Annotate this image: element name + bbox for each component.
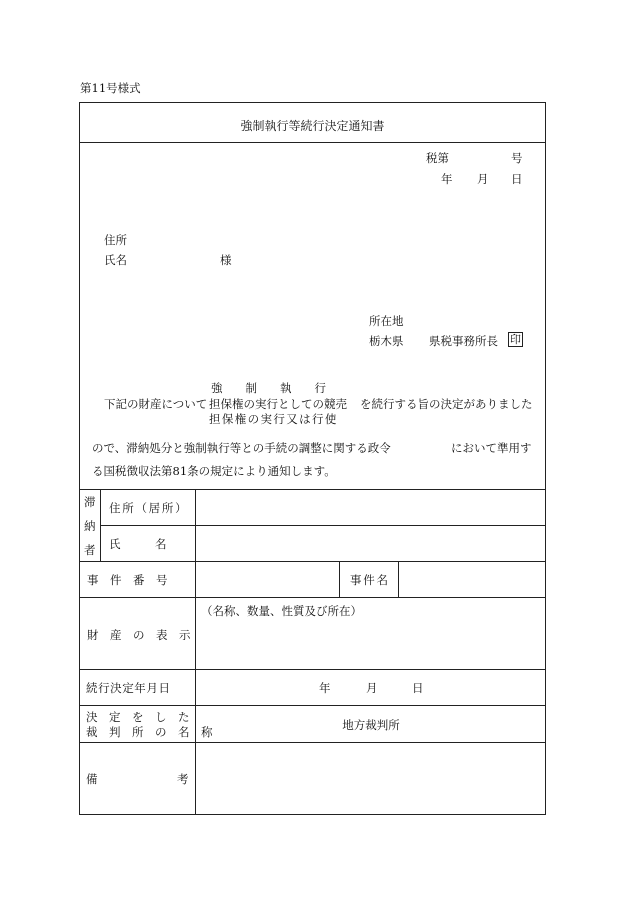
case-name-label: 事件名 <box>350 573 390 587</box>
body-line2-a: ので、滞納処分と強制執行等との手続の調整に関する政令 <box>92 441 391 455</box>
sender-prefecture: 栃木県 <box>369 334 404 348</box>
decision-date-label: 続行決定年月日 <box>86 681 171 695</box>
body-suffix: を続行する旨の決定がありました <box>360 397 533 411</box>
option-security-right: 担保権の実行又は行使 <box>209 412 338 426</box>
court-row-bottom-line <box>79 742 546 743</box>
date-row-bottom-line <box>79 705 546 706</box>
sender-location-label: 所在地 <box>369 314 404 328</box>
case-name-right-divider <box>398 561 399 598</box>
delinquent-label-char-1: 滞 <box>84 495 96 509</box>
option-compulsory-execution: 強 制 執 行 <box>211 381 326 395</box>
case-row-bottom-line <box>79 597 546 598</box>
doc-number-suffix: 号 <box>511 151 523 165</box>
date-day: 日 <box>511 172 523 186</box>
doc-number-prefix: 税第 <box>426 151 449 165</box>
case-number-label: 事 件 番 号 <box>87 573 168 587</box>
recipient-address-label: 住所 <box>104 233 127 247</box>
remarks-label-char-1: 備 <box>86 772 98 786</box>
court-value: 地方裁判所 <box>342 718 400 732</box>
form-number: 第11号様式 <box>80 81 141 95</box>
delinquent-bottom-line <box>79 561 546 562</box>
body-line2-b: において準用す <box>451 441 532 455</box>
property-note: （名称、数量、性質及び所在） <box>201 604 362 618</box>
label-column-divider <box>195 489 196 815</box>
case-name-left-divider <box>339 561 340 598</box>
address-label: 住所（居所） <box>109 501 189 515</box>
date-year: 年 <box>441 172 453 186</box>
date-month: 月 <box>477 172 489 186</box>
recipient-name-label: 氏名 <box>104 253 127 267</box>
frame-top <box>79 102 546 103</box>
seal-mark: 印 <box>510 333 521 346</box>
remarks-label-char-2: 考 <box>177 772 189 786</box>
frame-left <box>79 102 80 815</box>
address-name-divider <box>100 525 546 526</box>
delinquent-label-divider <box>100 489 101 562</box>
title-divider <box>79 142 546 143</box>
decision-date-year: 年 <box>319 681 331 695</box>
body-prefix: 下記の財産について <box>104 397 208 411</box>
court-label-line2: 裁 判 所 の 名 称 <box>86 725 213 739</box>
name-label: 氏 名 <box>109 537 167 551</box>
recipient-honorific: 様 <box>220 253 232 267</box>
document-title: 強制執行等続行決定通知書 <box>240 119 385 133</box>
delinquent-label-char-3: 者 <box>84 543 96 557</box>
property-row-bottom-line <box>79 669 546 670</box>
option-auction: 担保権の実行としての競売 <box>209 397 347 411</box>
frame-right <box>545 102 546 815</box>
decision-date-month: 月 <box>366 681 378 695</box>
sender-office-title: 県税事務所長 <box>429 334 498 348</box>
decision-date-day: 日 <box>412 681 424 695</box>
table-top-line <box>79 489 546 490</box>
delinquent-label-char-2: 納 <box>84 519 96 533</box>
frame-bottom <box>79 814 546 815</box>
court-label-line1: 決 定 を し た <box>86 710 190 724</box>
property-label: 財 産 の 表 示 <box>87 628 191 642</box>
body-line3: る国税徴収法第81条の規定により通知します。 <box>92 464 336 478</box>
